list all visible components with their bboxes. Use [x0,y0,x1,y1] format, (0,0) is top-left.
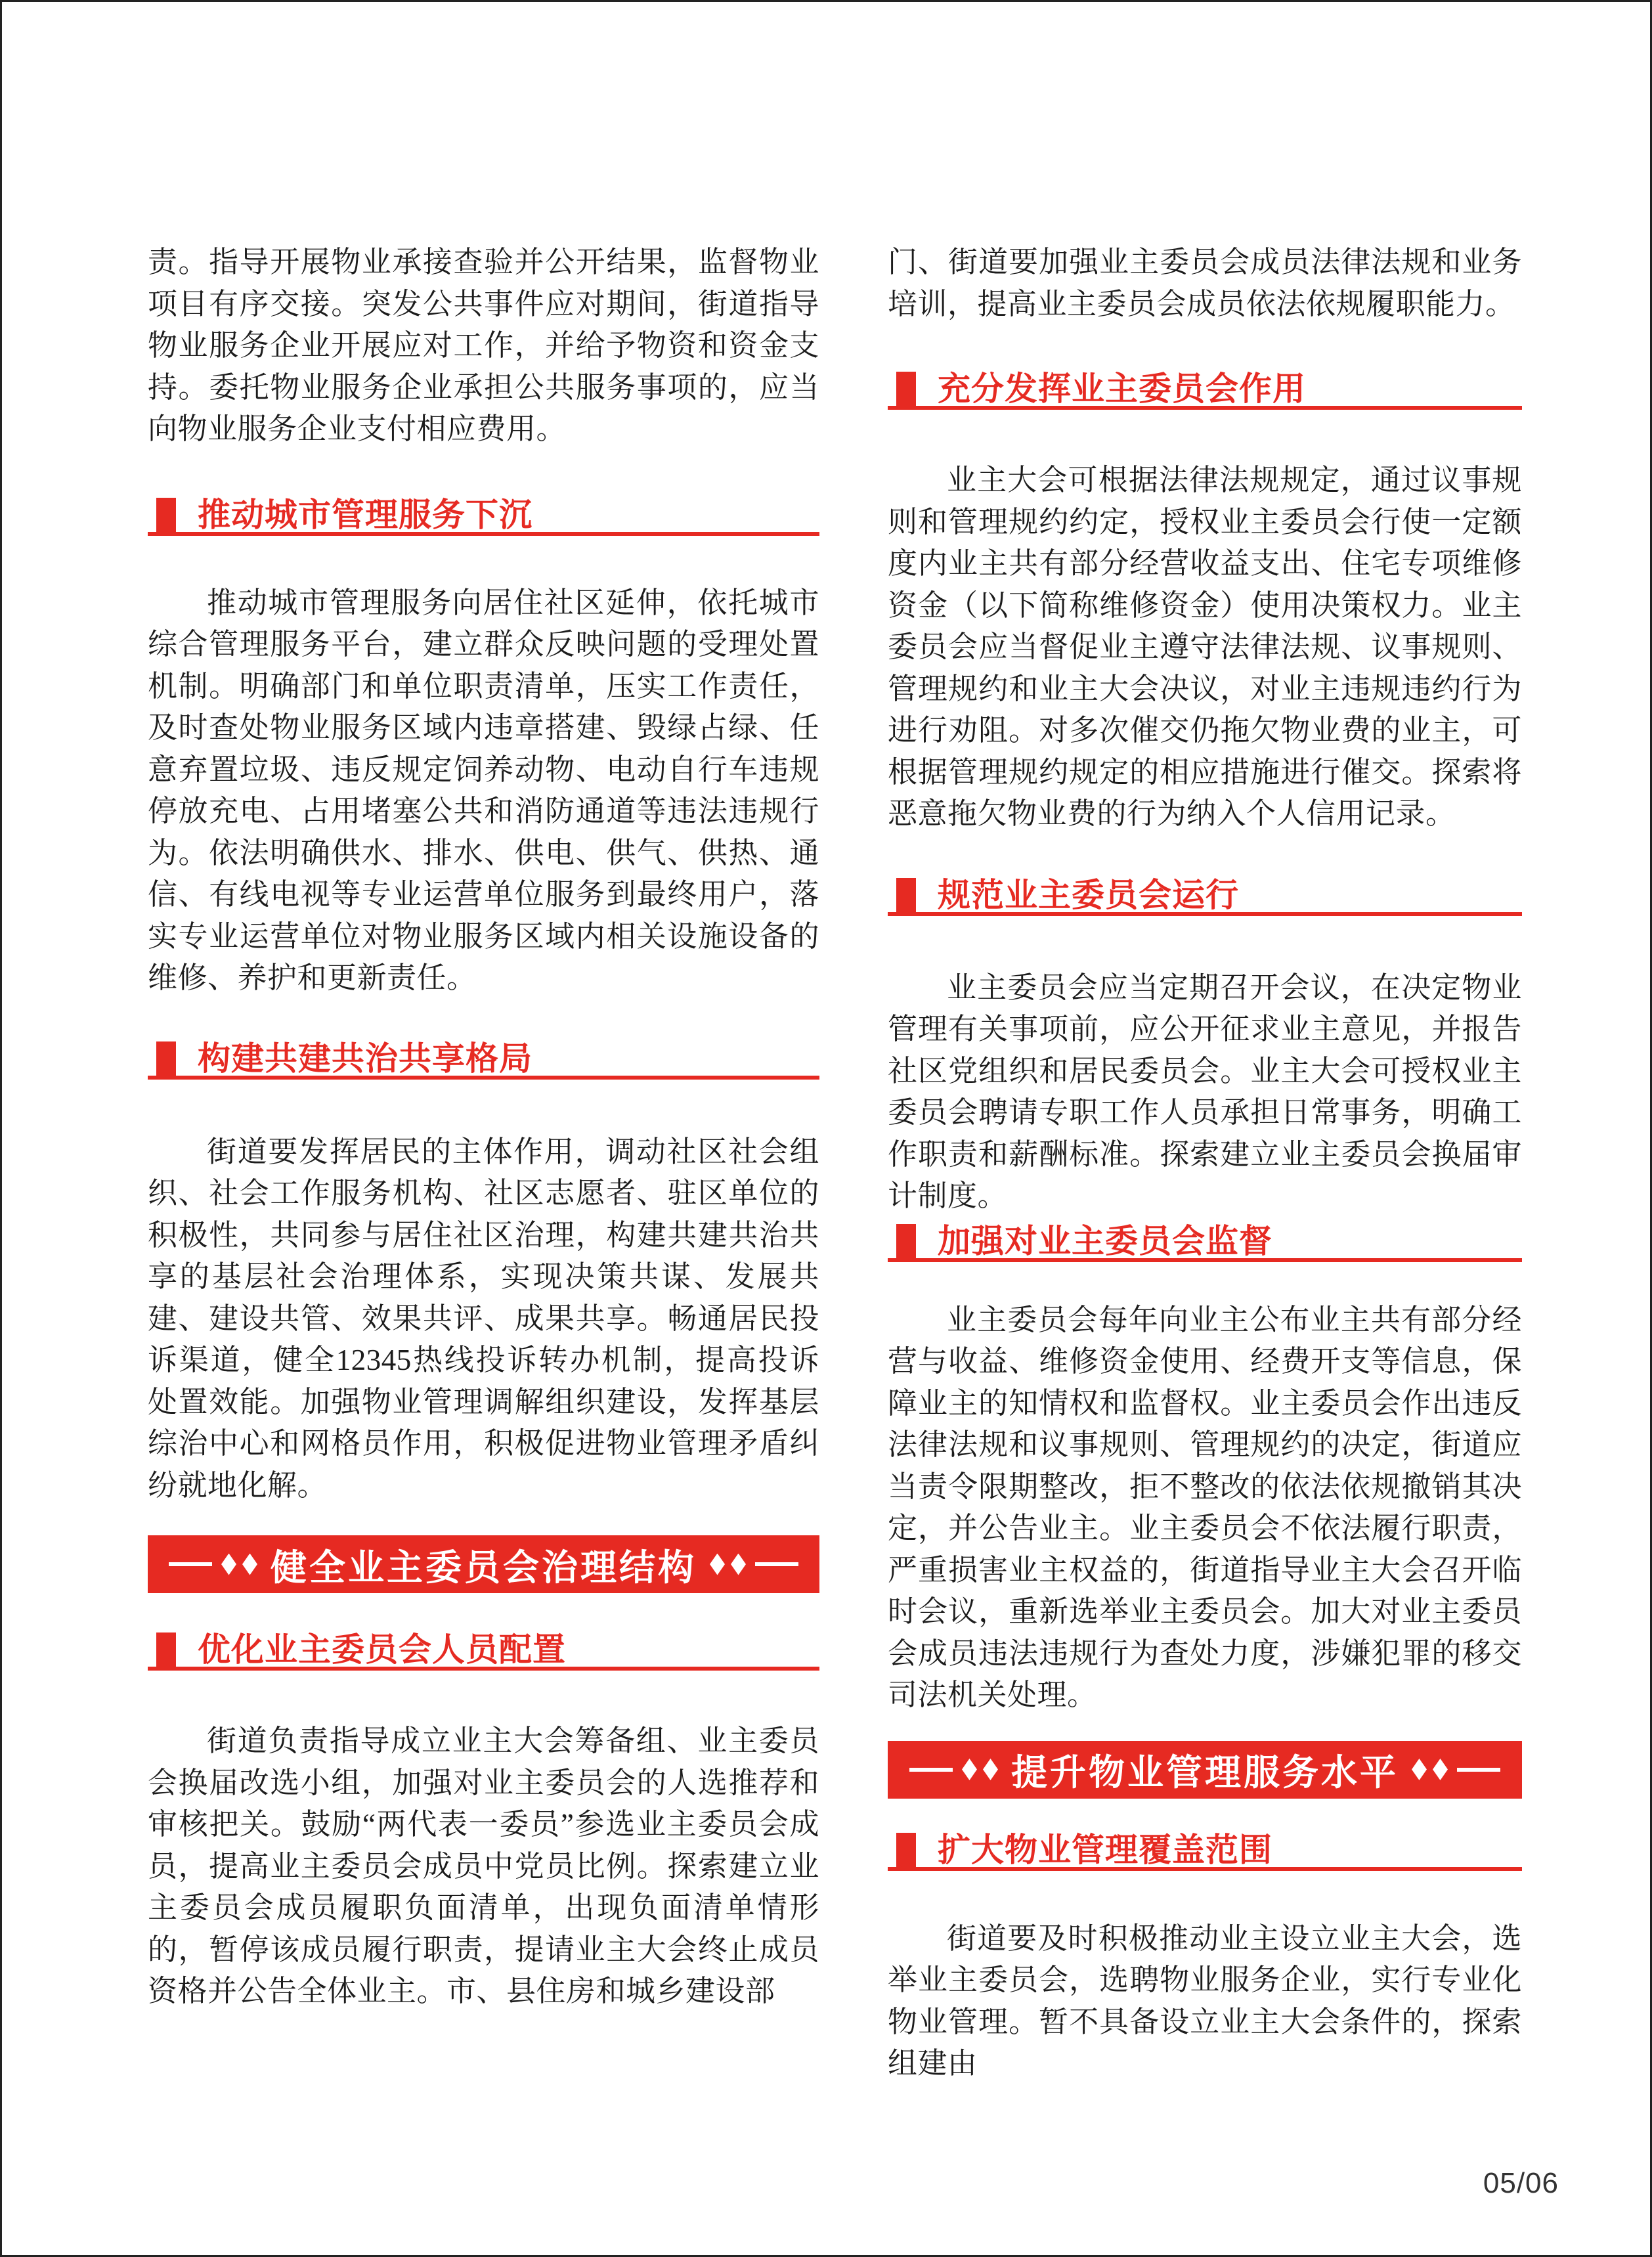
banner-line [909,1768,953,1772]
diamond-icon [731,1554,746,1575]
continuation-paragraph: 门、街道要加强业主委员会成员法律法规和业务培训，提高业主委员会成员依法依规履职能力。 [888,246,1522,320]
heading-accent-bar [896,372,916,410]
diamond-icon [242,1554,257,1575]
diamond-pair [221,1554,257,1575]
heading-label: 加强对业主委员会监督 [938,1222,1272,1260]
banner-line [1457,1768,1500,1772]
diamond-pair [962,1759,998,1780]
section-paragraph: 推动城市管理服务向居住社区延伸，依托城市综合管理服务平台，建立群众反映问题的受理处置机制。明确部门和单位职责清单，压实工作责任，及时查处物业服务区域内违章搭建、毁绿占绿、任意弃置垃圾、违反规定饲养动物、电动自行车违规停放充电、占用堵塞公共和消防通道等违法违规行为。依法明确供水、排水、供电、供气、供热、通信、有线电视等专业运营单位服务到最终用户，落实专业运营单位对物业服务区域内相关设施设备的维修、养护和更新责任。 [148,586,819,994]
chapter-banner [888,1741,1522,1799]
diamond-icon [1433,1759,1448,1780]
right-column [888,242,1522,2085]
section-paragraph: 街道要及时积极推动业主设立业主大会，选举业主委员会，选聘物业服务企业，实行专业化物业管理。暂不具备设立业主大会条件的，探索组建由 [888,1921,1522,2080]
heading-accent-bar [156,1632,176,1671]
heading-label: 扩大物业管理覆盖范围 [938,1831,1272,1868]
section-heading [148,1041,819,1080]
banner-line [169,1562,212,1566]
section-paragraph: 业主委员会每年向业主公布业主共有部分经营与收益、维修资金使用、经费开支等信息，保障业主的知情权和监督权。业主委员会作出违反法律法规和议事规则、管理规约的决定，街道应当责令限期整改，拒不整改的依法依规撤销其决定，并公告业主。业主委员会不依法履行职责，严重损害业主权益的，街道指导业主大会召开临时会议，重新选举业主委员会。加大对业主委员会成员违法违规行为查处力度，涉嫌犯罪的移交司法机关处理。 [888,1303,1522,1711]
diamond-icon [962,1759,977,1780]
diamond-pair [1412,1759,1448,1780]
diamond-icon [221,1554,236,1575]
section-paragraph: 街道负责指导成立业主大会筹备组、业主委员会换届改选小组，加强对业主委员会的人选推荐和审核把关。鼓励“两代表一委员”参选业主委员会成员，提高业主委员会成员中党员比例。探索建立业主委员会成员履职负面清单，出现负面清单情形的，暂停该成员履行职责，提请业主大会终止成员资格并公告全体业主。市、县住房和城乡建设部 [148,1724,819,2007]
diamond-icon [1412,1759,1427,1780]
section-paragraph: 业主大会可根据法律法规规定，通过议事规则和管理规约约定，授权业主委员会行使一定额度内业主共有部分经营收益支出、住宅专项维修资金（以下简称维修资金）使用决策权力。业主委员会应当督促业主遵守法律法规、议事规则、管理规约和业主大会决议，对业主违规违约行为进行劝阻。对多次催交仍拖欠物业费的业主，可根据管理规约规定的相应措施进行催交。探索将恶意拖欠物业费的行为纳入个人信用记录。 [888,464,1522,830]
heading-label: 充分发挥业主委员会作用 [938,370,1306,407]
chapter-banner [148,1535,819,1593]
banner-label: 提升物业管理服务水平 [1011,1752,1399,1793]
section-paragraph: 街道要发挥居民的主体作用，调动社区社会组织、社会工作服务机构、社区志愿者、驻区单位的积极性，共同参与居住社区治理，构建共建共治共享的基层社会治理体系，实现决策共谋、发展共建、建设共管、效果共评、成果共享。畅通居民投诉渠道，健全12345热线投诉转办机制，提高投诉处置效能。加强物业管理调解组织建设，发挥基层综治中心和网格员作用，积极促进物业管理矛盾纠纷就地化解。 [148,1135,819,1502]
heading-accent-bar [156,1041,176,1080]
heading-accent-bar [156,498,176,536]
page-number: 05/06 [1483,2167,1559,2199]
heading-label: 规范业主委员会运行 [938,876,1239,913]
section-heading [888,372,1522,410]
heading-accent-bar [896,1833,916,1871]
left-column [148,242,819,2013]
section-heading [888,1833,1522,1871]
banner-label: 健全业主委员会治理结构 [270,1546,697,1588]
continuation-paragraph: 责。指导开展物业承接查验并公开结果，监督物业项目有序交接。突发公共事件应对期间，街道指导物业服务企业开展应对工作，并给予物资和资金支持。委托物业服务企业承担公共服务事项的，应当向物业服务企业支付相应费用。 [148,246,819,445]
section-heading [888,1224,1522,1262]
diamond-icon [983,1759,998,1780]
section-heading [148,1632,819,1671]
section-heading [888,878,1522,916]
heading-label: 优化业主委员会人员配置 [198,1631,566,1668]
heading-accent-bar [896,878,916,916]
diamond-pair [710,1554,746,1575]
diamond-icon [710,1554,725,1575]
banner-line [755,1562,798,1566]
heading-label: 推动城市管理服务下沉 [198,496,533,533]
heading-accent-bar [896,1224,916,1262]
heading-label: 构建共建共治共享格局 [198,1040,533,1077]
section-heading [148,498,819,536]
section-paragraph: 业主委员会应当定期召开会议，在决定物业管理有关事项前，应公开征求业主意见，并报告社区党组织和居民委员会。业主大会可授权业主委员会聘请专职工作人员承担日常事务，明确工作职责和薪酬标准。探索建立业主委员会换届审计制度。 [888,971,1522,1212]
